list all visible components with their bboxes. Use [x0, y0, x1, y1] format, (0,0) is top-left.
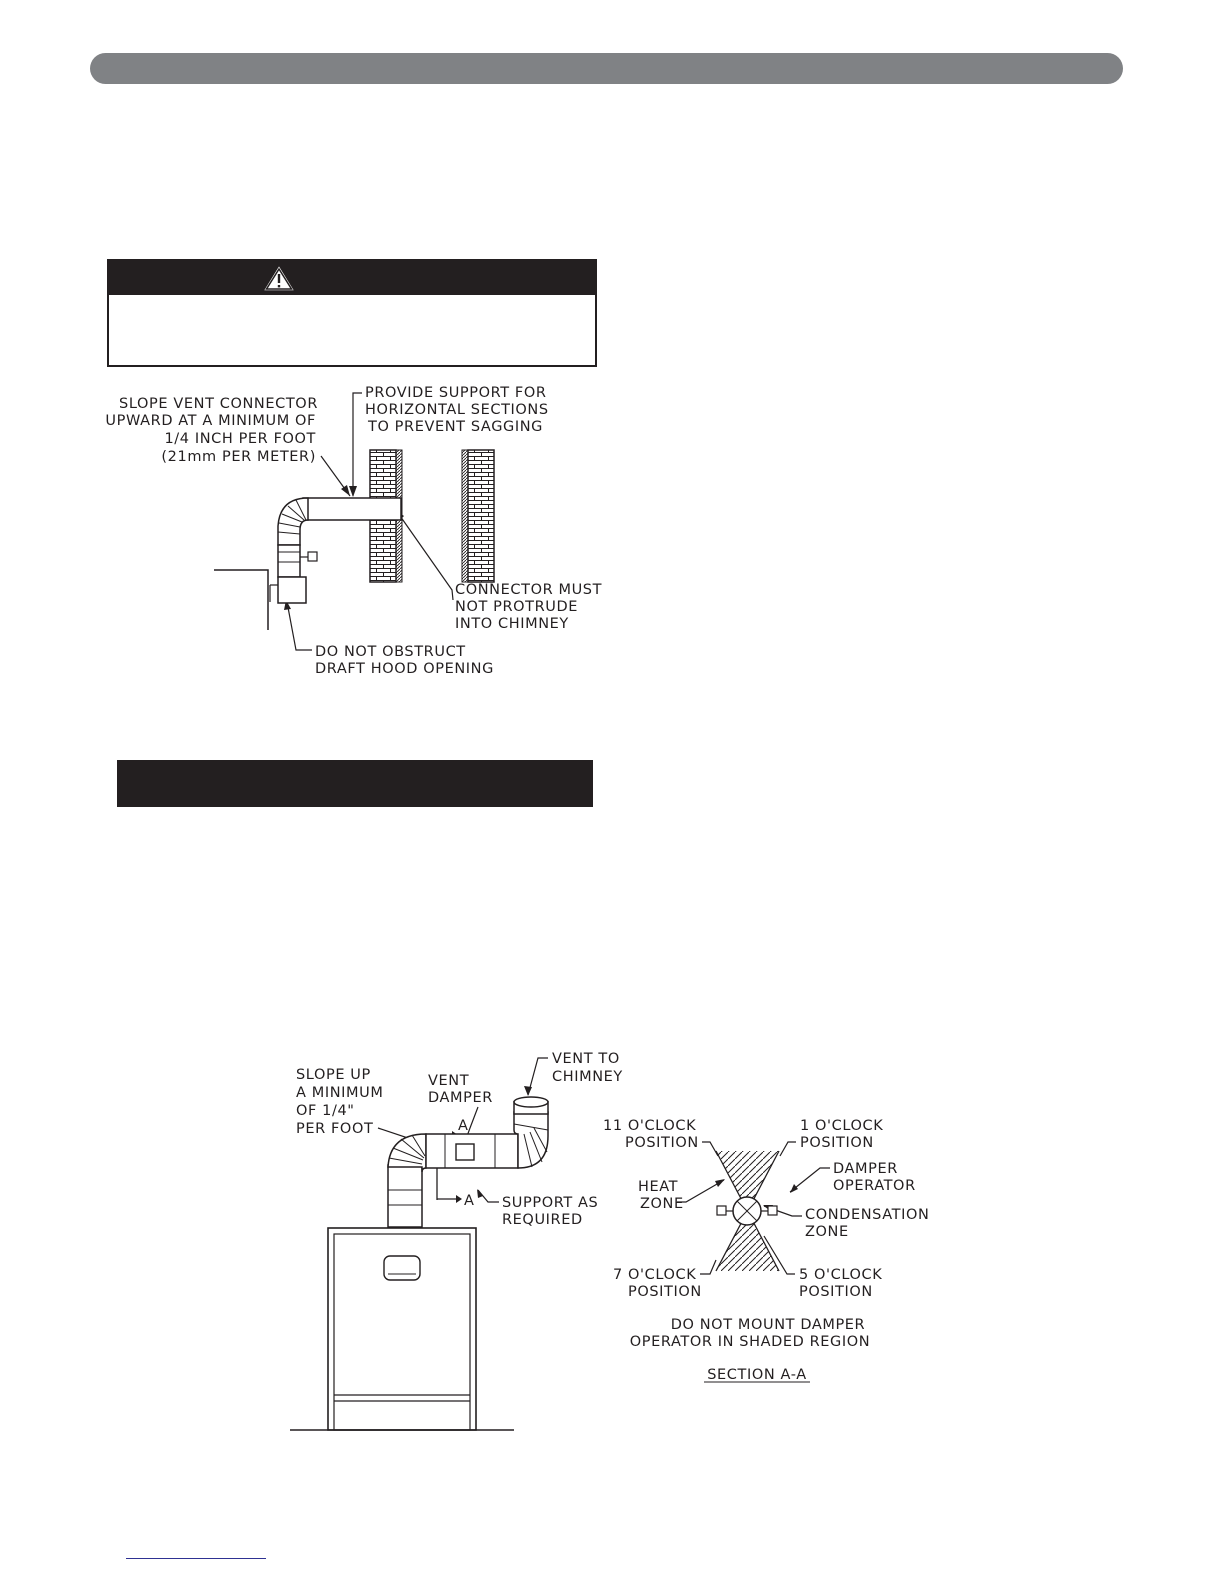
label-line: DO NOT MOUNT DAMPER	[670, 1317, 866, 1333]
section-a-a-title: SECTION A-A	[707, 1367, 807, 1383]
warning-box	[107, 259, 597, 367]
header-bar	[90, 53, 1123, 84]
label-line: VENT TO	[552, 1051, 620, 1067]
label-line: REQUIRED	[502, 1212, 583, 1228]
label-line: OF 1/4"	[296, 1103, 355, 1119]
section-mark-bottom: A	[464, 1193, 475, 1209]
label-line: CHIMNEY	[552, 1069, 623, 1085]
label-line: TO PREVENT SAGGING	[368, 419, 544, 435]
label-slope-vent-connector	[105, 396, 318, 465]
label-line: POSITION	[800, 1135, 874, 1151]
vent-connector-figure	[100, 380, 610, 690]
label-line: POSITION	[799, 1284, 873, 1300]
label-line: CONNECTOR MUST	[455, 582, 603, 598]
label-line: POSITION	[628, 1284, 702, 1300]
label-1-oclock	[800, 1118, 883, 1151]
vent-damper-figure	[280, 1040, 940, 1440]
label-connector-must-not-protrude	[455, 582, 602, 632]
label-provide-support	[365, 385, 549, 435]
warning-triangle-icon	[261, 263, 297, 293]
label-line: 1 O'CLOCK	[800, 1118, 884, 1134]
label-line: UPWARD AT A MINIMUM OF	[105, 413, 316, 429]
label-do-not-obstruct	[315, 644, 494, 677]
label-slope-up	[296, 1067, 383, 1137]
label-vent-damper	[428, 1073, 493, 1106]
label-line: SLOPE VENT CONNECTOR	[119, 396, 318, 412]
label-line: DO NOT OBSTRUCT	[315, 644, 466, 660]
label-line: (21mm PER METER)	[161, 449, 316, 465]
label-11-oclock	[603, 1118, 699, 1151]
label-line: A MINIMUM	[296, 1085, 384, 1101]
label-line: 7 O'CLOCK	[613, 1267, 697, 1283]
section-heading-bar	[117, 760, 593, 807]
label-line: INTO CHIMNEY	[455, 616, 569, 632]
label-line: ZONE	[805, 1224, 849, 1240]
label-line: PROVIDE SUPPORT FOR	[365, 385, 547, 401]
label-line: VENT	[428, 1073, 470, 1089]
label-line: HEAT	[638, 1179, 679, 1195]
label-line: SLOPE UP	[296, 1067, 371, 1083]
label-support-as-required	[502, 1195, 598, 1228]
label-line: 5 O'CLOCK	[799, 1267, 883, 1283]
label-line: CONDENSATION	[805, 1207, 930, 1223]
label-line: NOT PROTRUDE	[455, 599, 579, 615]
footer-link-underline[interactable]	[126, 1558, 266, 1559]
label-line: POSITION	[625, 1135, 699, 1151]
label-damper-operator	[833, 1161, 916, 1194]
warning-header	[109, 261, 595, 295]
label-line: OPERATOR	[833, 1178, 916, 1194]
label-condensation-zone	[805, 1207, 929, 1240]
label-line: ZONE	[640, 1196, 684, 1212]
label-line: DAMPER	[428, 1090, 493, 1106]
label-line: 11 O'CLOCK	[603, 1118, 697, 1134]
label-7-oclock	[613, 1267, 702, 1300]
label-heat-zone	[638, 1179, 684, 1212]
label-line: 1/4 INCH PER FOOT	[164, 431, 316, 447]
label-line: PER FOOT	[296, 1121, 374, 1137]
section-mark-top: A	[458, 1118, 469, 1134]
note-do-not-mount	[630, 1317, 870, 1350]
label-vent-to-chimney	[552, 1051, 623, 1085]
label-line: OPERATOR IN SHADED REGION	[629, 1334, 871, 1350]
label-line: DRAFT HOOD OPENING	[315, 661, 494, 677]
label-line: DAMPER	[833, 1161, 898, 1177]
label-5-oclock	[799, 1267, 882, 1300]
label-line: SUPPORT AS	[502, 1195, 599, 1211]
label-line: HORIZONTAL SECTIONS	[365, 402, 549, 418]
